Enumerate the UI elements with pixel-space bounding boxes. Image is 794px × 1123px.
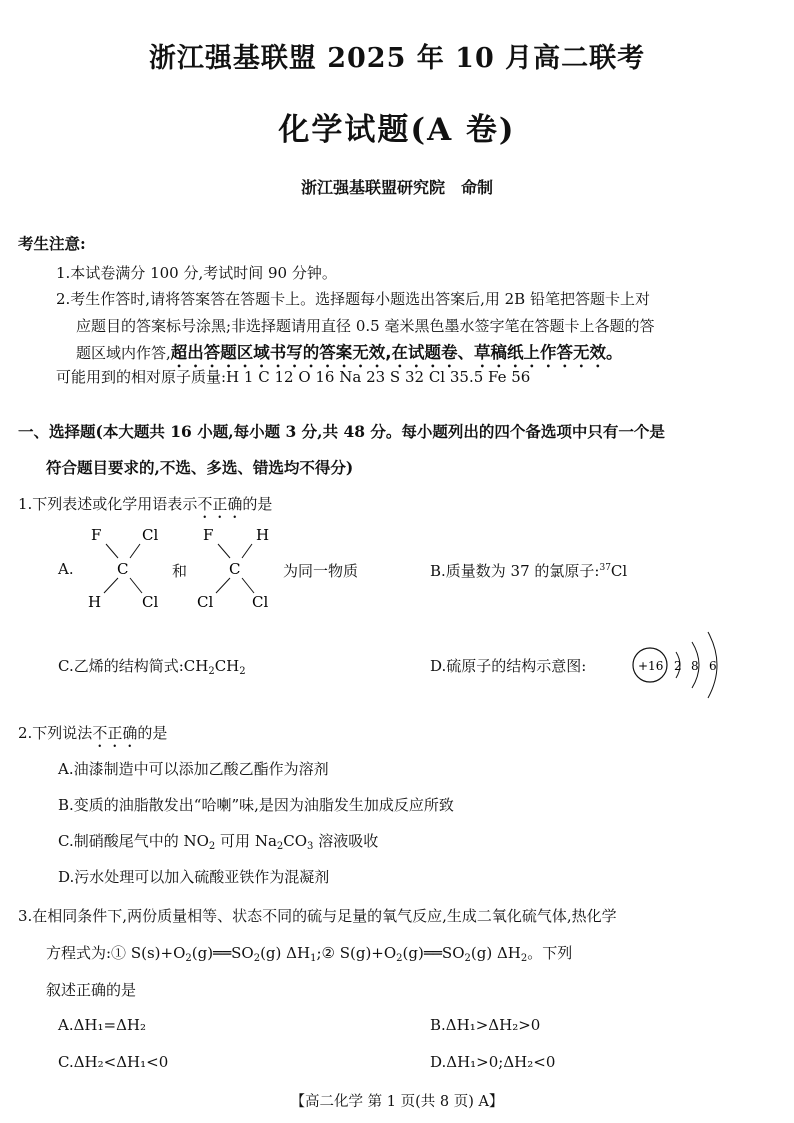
notice-bold-warning: 超出答题区域书写的答案无效,在试题卷、草稿纸上作答无效。 — [170, 343, 623, 362]
shell-3-electrons: 6 — [709, 659, 717, 673]
q2-option-a: A.油漆制造中可以添加乙酸乙酯作为溶剂 — [58, 760, 329, 778]
section1-heading-cont: 符合题目要求的,不选、多选、错选均不得分) — [46, 458, 354, 477]
q2-stem-post: 的是 — [137, 724, 168, 742]
section1-heading: 一、选择题(本大题共 16 小题,每小题 3 分,共 48 分。每小题列出的四个备选项中只有一个是 — [18, 422, 665, 441]
q3-stem-line2: 方程式为:① $S(s)+O_2(g)══SO_2(g)$ $\Delta H_1;②$ $S(g)+O_2(g)══SO_2(g)$ $\Delta H_2$。下列 — [46, 944, 573, 964]
m2-bond-br — [242, 578, 254, 593]
q2-stem-emphasis: 不正确 — [92, 724, 138, 742]
q3-eq1-c: (g) ΔH — [260, 944, 311, 962]
q2-c-post: 溶液吸收 — [313, 832, 379, 850]
q3-eq1-a: 方程式为:① S(s)+O — [46, 944, 186, 962]
q3-stem-line1: 3.在相同条件下,两份质量相等、状态不同的硫与足量的氧气反应,生成二氧化硫气体,热化学 — [18, 907, 617, 925]
author-made: 命制 — [461, 178, 494, 197]
q3-eq2-a: ;② S(g)+O — [316, 944, 397, 962]
author-org: 浙江强基联盟研究院 — [300, 178, 445, 197]
m2-bond-tl — [218, 544, 230, 558]
q2-c-sub3: 3 — [307, 841, 314, 852]
m2-center: C — [229, 560, 241, 578]
m2-top-right: H — [256, 526, 270, 544]
m1-bond-br — [130, 578, 142, 593]
q2-c-sub2: 2 — [276, 841, 284, 852]
q1-a-post: 为同一物质 — [283, 562, 359, 580]
m2-bond-bl — [216, 578, 230, 593]
m1-bond-tr — [130, 544, 140, 558]
shell-1-electrons: 2 — [674, 659, 682, 673]
atomic-masses: 可能用到的相对原子质量:H 1 C 12 O 16 Na 23 S 32 Cl 35.5 Fe 56 — [56, 368, 531, 386]
q2-stem — [18, 722, 167, 751]
q3-option-b: B.ΔH₁>ΔH₂>0 — [430, 1016, 541, 1034]
q2-c-pre: C.制硝酸尾气中的 NO — [58, 832, 209, 850]
page-footer: 【高二化学 第 1 页(共 8 页) A】 — [290, 1094, 504, 1110]
m1-center: C — [117, 560, 129, 578]
m1-bond-tl — [106, 544, 118, 558]
q2-option-d: D.污水处理可以加入硫酸亚铁作为混凝剂 — [58, 868, 330, 886]
q3-option-c: C.ΔH₂<ΔH₁<0 — [58, 1053, 169, 1071]
q2-c-mid2: CO — [283, 832, 308, 850]
notice-item-2-end: 题区域内作答, — [76, 344, 171, 362]
q1-option-d: D.硫原子的结构示意图: — [430, 657, 587, 675]
q1-stem-emphasis: 不正确 — [197, 495, 243, 513]
q3-option-a: A.ΔH₁=ΔH₂ — [58, 1016, 147, 1034]
m2-bottom-right: Cl — [252, 593, 269, 611]
q1-option-a-label: A. — [58, 560, 74, 578]
m1-bottom-right: Cl — [142, 593, 159, 611]
m1-bottom-left: H — [88, 593, 102, 611]
subject-title: 化学试题(A 卷) — [278, 112, 516, 148]
m2-bottom-left: Cl — [197, 593, 214, 611]
q1-c-sub1: 2 — [208, 666, 215, 677]
q2-stem-pre: 2.下列说法 — [18, 724, 93, 742]
q1-stem-post: 的是 — [242, 495, 273, 513]
q1-c-mid: CH — [214, 657, 240, 675]
sulfur-atom-diagram — [626, 626, 726, 704]
q1-stem-pre: 1.下列表述或化学用语表示 — [18, 495, 198, 513]
q1-option-c — [58, 655, 246, 676]
q3-option-d: D.ΔH₁>0;ΔH₂<0 — [430, 1053, 556, 1071]
q1-molecule-1 — [78, 524, 178, 612]
q1-c-sub2: 2 — [239, 666, 246, 677]
exam-title: 浙江强基联盟 2025 年 10 月高二联考 — [148, 43, 646, 74]
q3-stem-line3: 叙述正确的是 — [46, 981, 137, 999]
m2-top-left: F — [203, 526, 214, 544]
nucleus-charge: +16 — [638, 659, 664, 673]
q1-option-b — [430, 560, 627, 581]
notice-item-2-cont: 应题目的答案标号涂黑;非选择题请用直径 0.5 毫米黑色墨水签字笔在答题卡上各题的答 — [76, 317, 655, 335]
notice-item-1: 1.本试卷满分 100 分,考试时间 90 分钟。 — [56, 264, 337, 282]
q1-a-and: 和 — [172, 562, 188, 580]
q2-c-mid: 可用 Na — [215, 832, 277, 850]
q1-b-mass: 37 — [599, 563, 611, 573]
q3-eq2-b: (g)══SO — [402, 944, 465, 962]
notice-item-2: 2.考生作答时,请将答案答在答题卡上。选择题每小题选出答案后,用 2B 铅笔把答题卡上对 — [56, 290, 650, 308]
q2-option-b: B.变质的油脂散发出“哈喇”味,是因为油脂发生加成反应所致 — [58, 796, 454, 814]
m1-top-left: F — [91, 526, 102, 544]
q3-eq-end: 。下列 — [527, 944, 573, 962]
shell-2-electrons: 8 — [691, 659, 699, 673]
m1-top-right: Cl — [142, 526, 159, 544]
m2-bond-tr — [242, 544, 252, 558]
m1-bond-bl — [104, 578, 118, 593]
q2-c-sub1: 2 — [208, 841, 216, 852]
author-line — [0, 175, 794, 198]
q1-b-element: Cl — [610, 562, 628, 580]
q1-b-text: B.质量数为 37 的氯原子: — [430, 562, 600, 580]
q3-eq2-c: (g) ΔH — [470, 944, 521, 962]
q2-option-c — [58, 830, 378, 851]
q1-c-pre: C.乙烯的结构简式:CH — [58, 657, 209, 675]
q1-molecule-2 — [190, 524, 290, 612]
q1-stem — [18, 493, 272, 522]
notice-heading: 考生注意: — [18, 234, 86, 253]
q3-eq1-b: (g)══SO — [191, 944, 254, 962]
